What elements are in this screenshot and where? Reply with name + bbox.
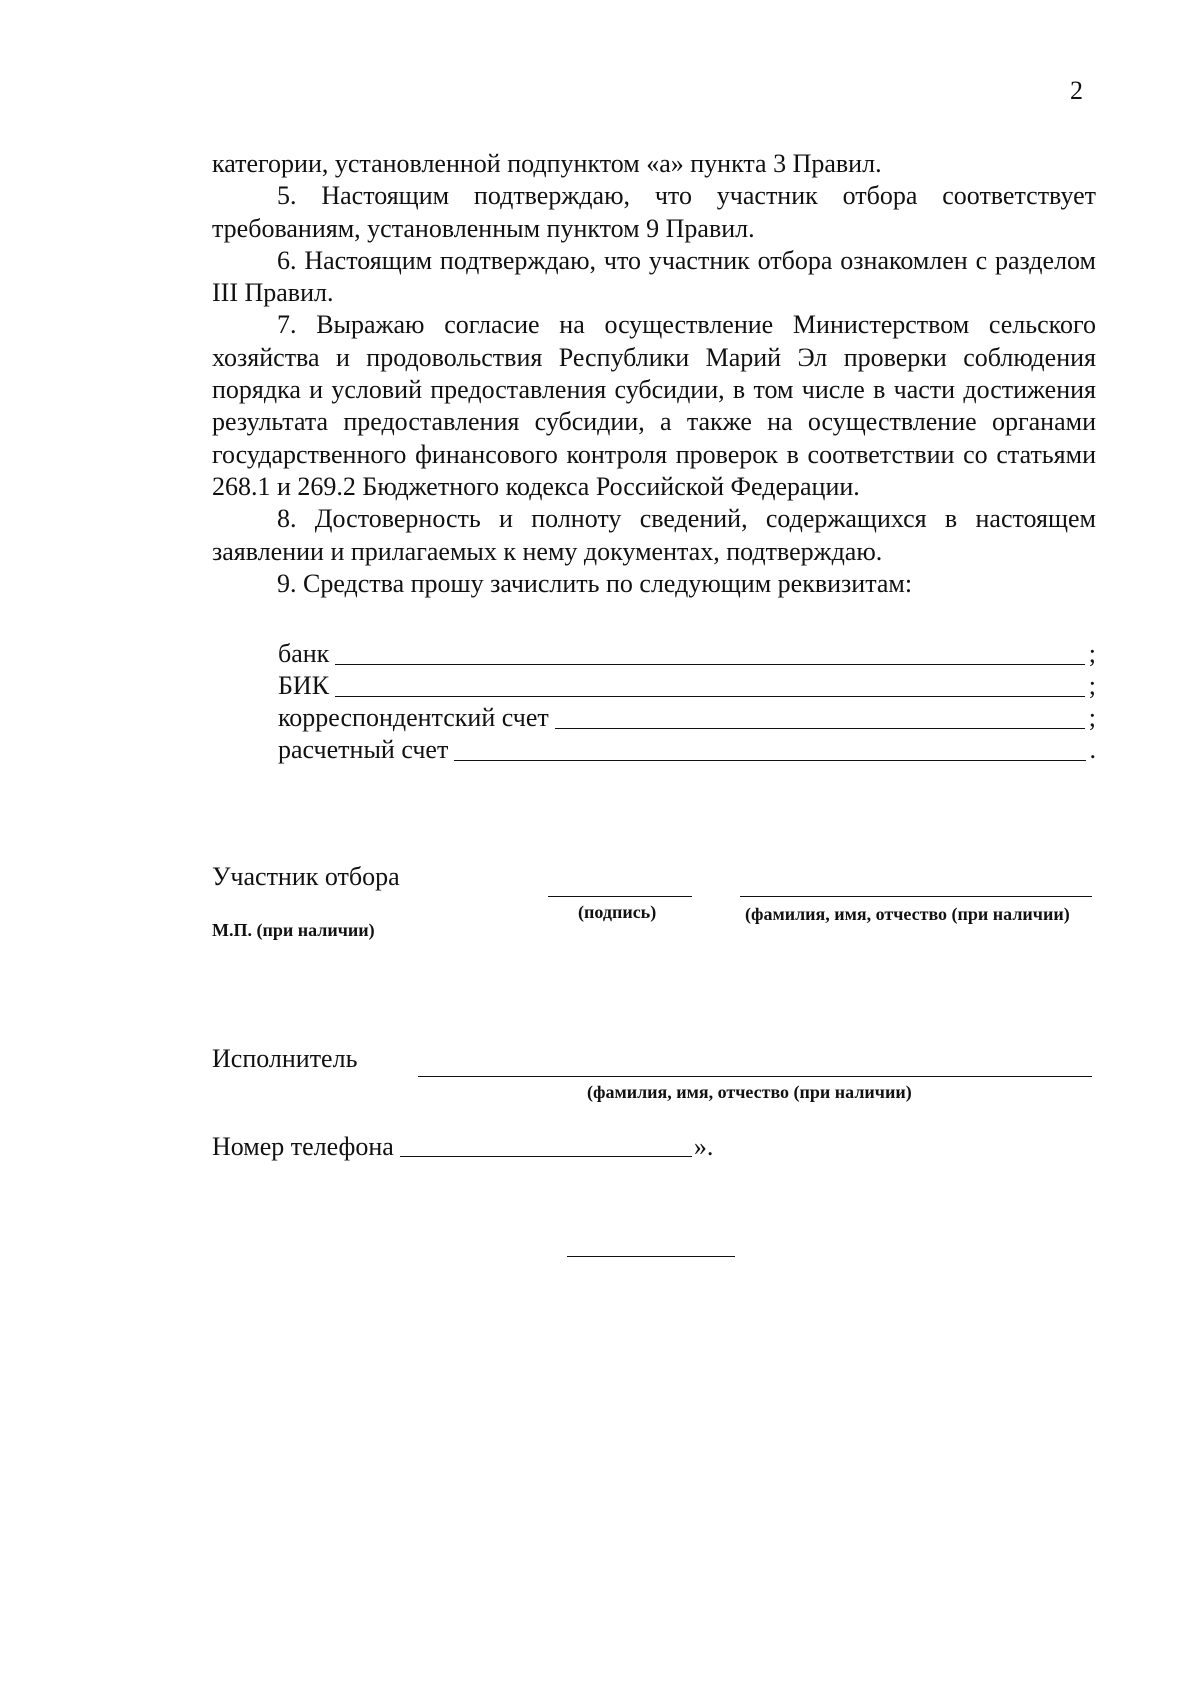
paragraph-continuation: категории, установленной подпунктом «а» пункта 3 Правил. — [212, 149, 882, 178]
participant-name-line — [740, 896, 1092, 897]
end-divider — [567, 1256, 735, 1257]
requisite-bank: банк ; — [278, 639, 1096, 668]
participant-label: Участник отбора — [212, 862, 400, 891]
phone-label: Номер телефона — [212, 1132, 394, 1161]
fill-line — [454, 759, 1085, 761]
fill-line — [335, 695, 1085, 697]
paragraph-6: 6. Настоящим подтверждаю, что участник отбора ознакомлен с разделом III Правил. — [212, 245, 1096, 308]
executor-name-line — [418, 1076, 1092, 1077]
fill-line — [335, 663, 1084, 665]
requisite-label: БИК — [278, 671, 330, 700]
requisite-settlement-account: расчетный счет . — [278, 735, 1096, 764]
paragraph-9: 9. Средства прошу зачислить по следующим реквизитам: — [277, 568, 913, 598]
paragraph-5: 5. Настоящим подтверждаю, что участник отбора соответствует требованиям, установленным пунктом 9 Правил. — [212, 181, 1096, 243]
fill-line — [555, 727, 1085, 729]
requisite-label: банк — [278, 639, 330, 668]
signature-line — [548, 896, 692, 897]
executor-label: Исполнитель — [212, 1044, 358, 1073]
signature-caption: (подпись) — [578, 902, 657, 922]
phone-fill-line — [400, 1155, 692, 1157]
requisite-bik: БИК ; — [278, 671, 1096, 700]
paragraph-8: 8. Достоверность и полноту сведений, содержащихся в настоящем заявлении и прилагаемых к нему документах, подтверждаю. — [212, 504, 1096, 566]
phone-row: Номер телефона ». — [212, 1132, 714, 1161]
executor-name-caption: (фамилия, имя, отчество (при наличии) — [587, 1082, 912, 1102]
requisite-label: корреспондентский счет — [278, 703, 549, 732]
requisite-label: расчетный счет — [278, 735, 449, 764]
page-number: 2 — [1070, 76, 1083, 105]
requisite-correspondent-account: корреспондентский счет ; — [278, 703, 1096, 732]
paragraph-7: 7. Выражаю согласие на осуществление Министерством сельского хозяйства и продовольствия Республики Марий Эл проверки соблюдения порядка и условий предоставления субсидии, в том числе в части достижения результата предоставления субсидии, а также на осуществление органами государственного финансового контроля проверок в соответствии со статьями 268.1 и 269.2 Бюджетного кодекса Российской Федерации. — [212, 310, 1096, 501]
body-text — [212, 148, 1096, 600]
stamp-label: М.П. (при наличии) — [212, 920, 375, 940]
participant-name-caption: (фамилия, имя, отчество (при наличии) — [745, 904, 1070, 924]
